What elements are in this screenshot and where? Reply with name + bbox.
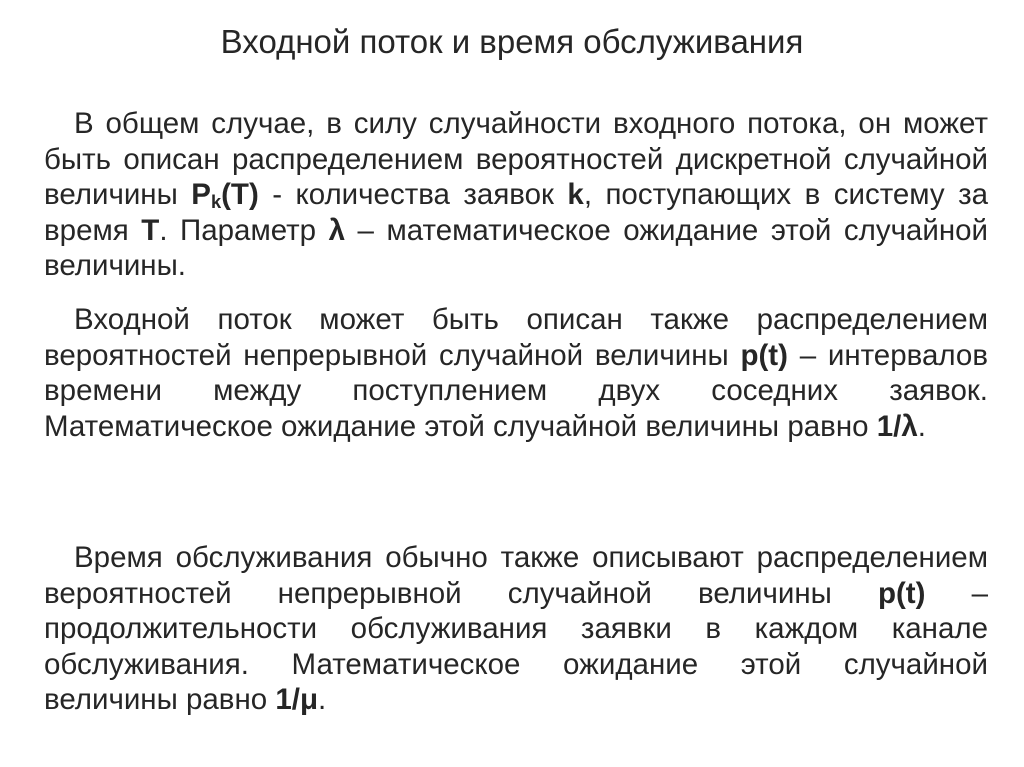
- p3-var-inv-mu: 1/μ: [275, 683, 319, 716]
- p1-text-1: В общем случае, в силу случайности входного потока, он может быть описан распределением вероятностей дискретной случайной величины: [44, 107, 988, 211]
- p3-text-3: .: [318, 683, 327, 716]
- p3-var-pt: p(t): [877, 576, 926, 610]
- p3-text-2: – продолжительности обслуживания заявки в каждом канале обслуживания. Математическое ожидание этой случайной величины равно: [44, 576, 989, 716]
- p1-var-pk: [191, 178, 259, 211]
- p3-text-1: Время обслуживания обычно также описывают распределением вероятностей непрерывной случайной величины: [44, 541, 988, 610]
- p1-text-2: - количества заявок: [258, 178, 568, 211]
- p1-var-k: k: [567, 178, 584, 211]
- p1-text-3: , поступающих в систему за время: [44, 178, 989, 247]
- p2-text-1: Входной поток может быть описан также распределением вероятностей непрерывной случайной величины: [44, 303, 988, 372]
- p1-var-t: T: [141, 213, 160, 247]
- p1-var-pk-arg: (T): [221, 178, 259, 211]
- paragraph-input-flow-discrete: [44, 106, 988, 284]
- p2-var-inv-lambda: 1/λ: [876, 409, 918, 443]
- paragraph-input-flow-continuous: [44, 302, 988, 444]
- p2-var-pt: p(t): [740, 338, 788, 372]
- slide-title: Входной поток и время обслуживания: [220, 23, 804, 60]
- p1-text-5: – математическое ожидание этой случайной величины.: [44, 213, 988, 282]
- p1-text-4: . Параметр: [159, 213, 329, 247]
- p1-var-pk-main: P: [191, 178, 211, 211]
- p1-var-lambda: λ: [328, 213, 346, 247]
- p2-text-3: .: [917, 409, 926, 443]
- p2-text-2: – интервалов времени между поступлением двух соседних заявок. Математическое ожидание этой случайной величины равно: [44, 338, 988, 443]
- p1-var-pk-subscript: k: [210, 191, 222, 213]
- paragraph-service-time: [44, 540, 988, 718]
